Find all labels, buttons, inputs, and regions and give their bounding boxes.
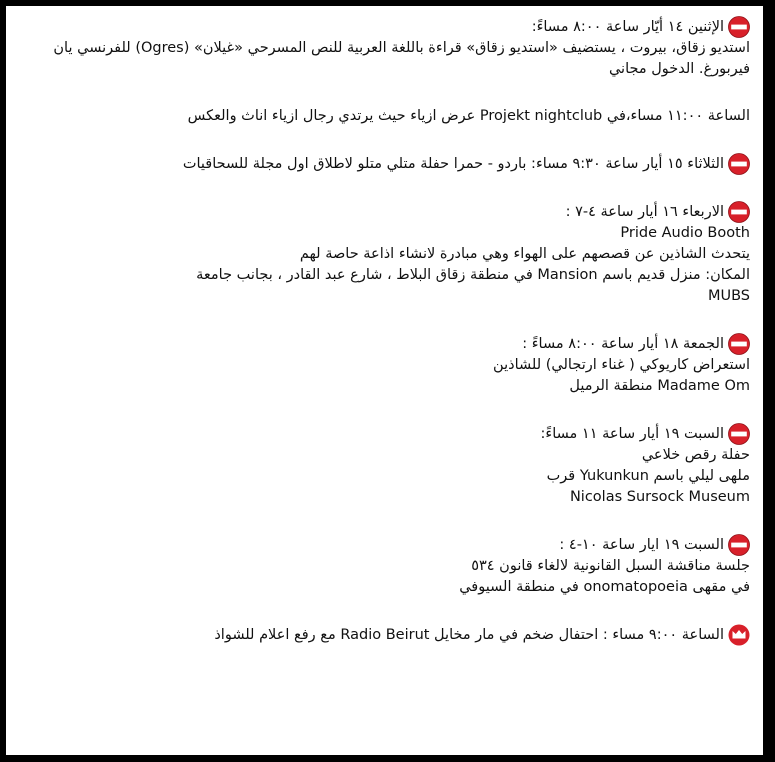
no-entry-icon [726,333,750,355]
event-detail-line: Pride Audio Booth [620,225,750,241]
event-header-text: الساعة ٩:٠٠ مساء : احتفال ضخم في مار مخايل Radio Beirut مع رفع اعلام للشواذ [214,626,724,643]
event-header [20,534,750,556]
event-header [20,201,750,223]
no-entry-icon [726,423,750,445]
event-header [20,153,750,175]
event-detail-line: يتحدث الشاذين عن قصصهم على الهواء وهي مبادرة لانشاء اذاعة حاصة لهم [299,246,750,262]
event-header-text: الجمعة ١٨ أيار ساعة ٨:٠٠ مساءً : [522,335,724,352]
document-frame [6,6,763,755]
event-item [20,333,750,397]
no-entry-icon [726,201,750,223]
event-detail-line: Nicolas Sursock Museum [569,489,750,505]
event-header [20,423,750,445]
event-detail-line: حفلة رقص خلاعي [641,447,750,463]
event-detail-line: المكان: منزل قديم باسم Mansion في منطقة زقاق البلاط ، شارع عبد القادر ، بجانب جامعة [196,267,750,283]
event-header-text: الإثنين ١٤ أيّار ساعة ٨:٠٠ مساءً: [531,18,724,35]
event-header-text: الثلاثاء ١٥ أيار ساعة ٩:٣٠ مساء: باردو - حمرا حفلة متلي متلو لاطلاق اول مجلة للسحاقيات [182,155,724,172]
event-detail-line: في مقهى onomatopoeia في منطقة السيوفي [459,579,750,595]
no-entry-icon [726,16,750,38]
event-header [20,333,750,355]
event-header [20,16,750,38]
event-header-text: السبت ١٩ أيار ساعة ١١ مساءً: [540,425,724,442]
event-item [20,534,750,598]
event-header-text: السبت ١٩ ايار ساعة ١٠-٤ : [559,536,724,553]
event-detail-line: MUBS [707,288,750,304]
crown-icon [726,624,750,646]
event-note: الساعة ١١:٠٠ مساء،في Projekt nightclub عرض ازياء حيث يرتدي رجال ازياء اناث والعكس [187,108,750,124]
event-header [20,624,750,646]
no-entry-icon [726,534,750,556]
no-entry-icon [726,153,750,175]
event-detail-line: ملهى ليلي باسم Yukunkun قرب [546,468,750,484]
event-header-text: الاربعاء ١٦ أيار ساعة ٤-٧ : [565,203,724,220]
event-item [20,153,750,175]
event-list [6,6,763,646]
event-detail-line: Madame Om منطقة الرميل [569,378,750,394]
event-detail-line: فيربورغ. الدخول مجاني [608,61,750,77]
event-detail-line: استديو زقاق، بيروت ، يستضيف «استديو زقاق» قراءة باللغة العربية للنص المسرحي «غيلان» (Ogres) للفرنسي يان [53,40,750,56]
event-item [20,624,750,646]
event-item [20,201,750,307]
event-detail-line: جلسة مناقشة السبل القانونية لالغاء قانون ٥٣٤ [471,558,750,574]
event-item [20,16,750,80]
event-detail-line: استعراض كاريوكي ( غناء ارتجالي) للشاذين [493,357,750,373]
event-item [20,423,750,508]
